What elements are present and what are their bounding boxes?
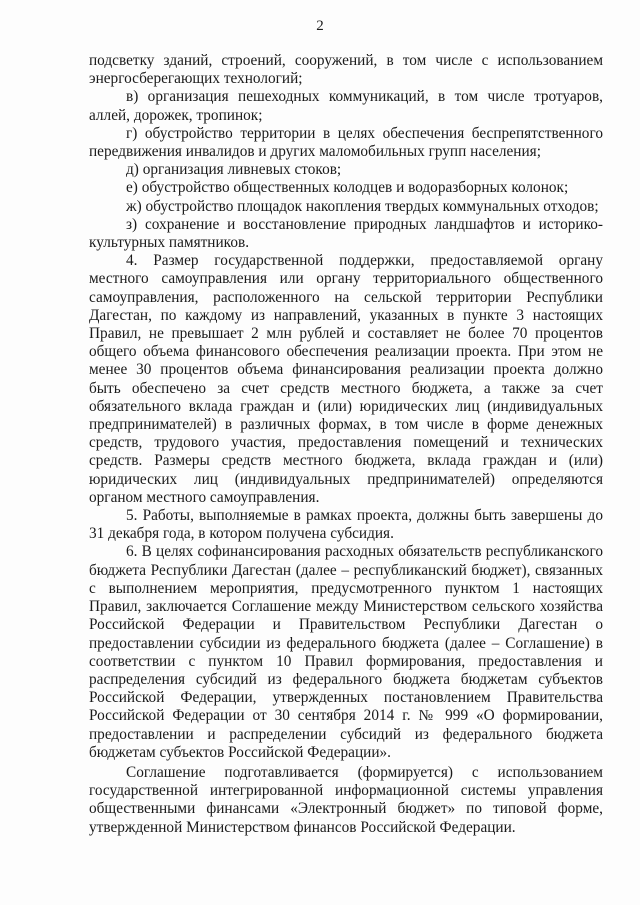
paragraph-point-4: 4. Размер государственной поддержки, предоставляемой органу местного самоуправления или органу территориального общественного самоуправления, расположенного на сельской территории Республики Дагестан, по каждому из направлений, указанных в пункте 3 настоящих Правил, не превышает 2 млн рублей и составляет не более 70 процентов общего объема финансового обеспечения реализации проекта. При этом не менее 30 процентов объема финансирования реализации проекта должно быть обеспечено за счет средств местного бюджета, а также за счет обязательного вклада граждан и (или) юридических лиц (индивидуальных предпринимателей) в различных формах, в том числе в форме денежных средств, трудового участия, предоставления помещений и технических средств. Размеры средств местного бюджета, вклада граждан и (или) юридических лиц (индивидуальных предпринимателей) определяются органом местного самоуправления. [89, 252, 603, 506]
paragraph-point-5: 5. Работы, выполняемые в рамках проекта, должны быть завершены до 31 декабря года, в котором получена субсидия. [89, 507, 603, 543]
document-body [89, 52, 603, 837]
list-item-g: г) обустройство территории в целях обеспечения беспрепятственного передвижения инвалидов и других маломобильных групп населения; [89, 124, 603, 161]
list-item-e: е) обустройство общественных колодцев и водоразборных колонок; [126, 179, 569, 197]
paragraph-point-6: 6. В целях софинансирования расходных обязательств республиканского бюджета Республики Дагестан (далее – республиканский бюджет), связанных с выполнением мероприятия, предусмотренного пунктом 1 настоящих Правил, заключается Соглашение между Министерством сельского хозяйства Российской Федерации и Правительством Республики Дагестан о предоставлении субсидии из федерального бюджета (далее – Соглашение) в соответствии с пунктом 10 Правил формирования, предоставления и распределения субсидий из федерального бюджета бюджетам субъектов Российской Федерации, утвержденных постановлением Правительства Российской Федерации от 30 сентября 2014 г. № 999 «О формировании, предоставлении и распределении субсидий из федерального бюджета бюджетам субъектов Российской Федерации». [89, 543, 603, 761]
paragraph-continuation: подсветку зданий, строений, сооружений, в том числе с использованием энергосберегающих технологий; [89, 52, 603, 88]
list-item-zh: ж) обустройство площадок накопления твердых коммунальных отходов; [126, 197, 599, 215]
list-item-v: в) организация пешеходных коммуникаций, в том числе тротуаров, аллей, дорожек, тропинок; [89, 88, 603, 124]
page-number: 2 [316, 18, 324, 34]
list-item-z: з) сохранение и восстановление природных ландшафтов и историко-культурных памятников. [89, 215, 603, 252]
paragraph-agreement: Соглашение подготавливается (формируется) с использованием государственной интегрированной информационной системы управления общественными финансами «Электронный бюджет» по типовой форме, утвержденной Министерством финансов Российской Федерации. [89, 763, 603, 836]
list-item-d: д) организация ливневых стоков; [126, 161, 342, 179]
